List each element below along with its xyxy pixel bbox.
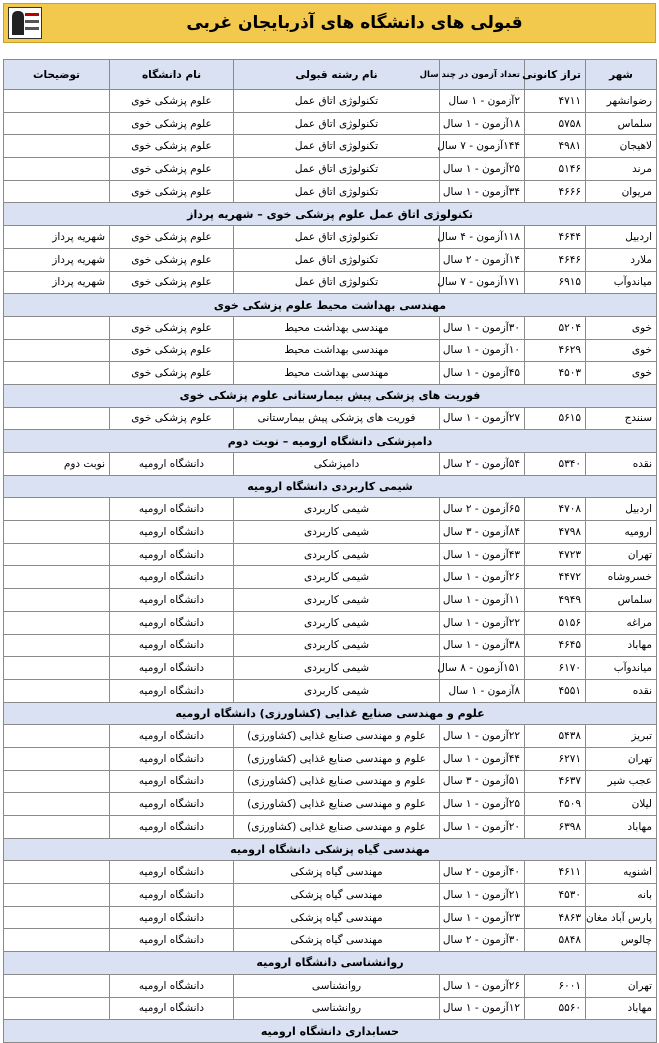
table-row <box>4 521 657 544</box>
section-header-row <box>4 952 657 975</box>
cell-city: عجب شیر <box>586 770 657 793</box>
cell-count: ۴۵آزمون - ۱ سال <box>440 362 525 385</box>
table-row <box>4 158 657 181</box>
cell-count: ۲آزمون - ۱ سال <box>440 90 525 113</box>
cell-count: ۶۵آزمون - ۲ سال <box>440 498 525 521</box>
cell-score: ۴۶۳۷ <box>525 770 586 793</box>
section-header-row <box>4 475 657 498</box>
cell-city: مریوان <box>586 180 657 203</box>
cell-city: خوی <box>586 362 657 385</box>
table-row <box>4 657 657 680</box>
table-row <box>4 816 657 839</box>
table-row <box>4 362 657 385</box>
cell-field: روانشناسی <box>234 974 440 997</box>
section-title: حسابداری دانشگاه ارومیه <box>4 1020 657 1043</box>
cell-count: ۲۲آزمون - ۱ سال <box>440 611 525 634</box>
cell-city: تبریز <box>586 725 657 748</box>
cell-city: بانه <box>586 884 657 907</box>
cell-university: علوم پزشکی خوی <box>110 407 234 430</box>
cell-university: علوم پزشکی خوی <box>110 226 234 249</box>
cell-field: فوریت های پزشکی پیش بیمارستانی <box>234 407 440 430</box>
cell-city: مرند <box>586 158 657 181</box>
cell-university: دانشگاه ارومیه <box>110 793 234 816</box>
cell-city: سلماس <box>586 589 657 612</box>
cell-count: ۵۴آزمون - ۲ سال <box>440 453 525 476</box>
section-header-row <box>4 702 657 725</box>
section-title: تکنولوژی اتاق عمل علوم پزشکی خوی – شهریه پرداز <box>4 203 657 226</box>
cell-city: مهاباد <box>586 816 657 839</box>
cell-city: لیلان <box>586 793 657 816</box>
cell-notes: شهریه پرداز <box>4 271 110 294</box>
cell-notes <box>4 158 110 181</box>
section-header-row <box>4 838 657 861</box>
table-row <box>4 929 657 952</box>
cell-notes <box>4 906 110 929</box>
cell-score: ۴۹۸۱ <box>525 135 586 158</box>
table-row <box>4 974 657 997</box>
header-field: نام رشته قبولی <box>234 60 440 90</box>
cell-field: تکنولوژی اتاق عمل <box>234 271 440 294</box>
table-row <box>4 453 657 476</box>
cell-score: ۵۲۰۴ <box>525 316 586 339</box>
cell-score: ۴۶۱۱ <box>525 861 586 884</box>
table-row <box>4 90 657 113</box>
cell-notes <box>4 657 110 680</box>
cell-field: علوم و مهندسی صنایع غذایی (کشاورزی) <box>234 770 440 793</box>
cell-notes <box>4 747 110 770</box>
cell-notes <box>4 339 110 362</box>
cell-field: شیمی کاربردی <box>234 498 440 521</box>
cell-university: دانشگاه ارومیه <box>110 884 234 907</box>
cell-university: علوم پزشکی خوی <box>110 158 234 181</box>
cell-notes <box>4 997 110 1020</box>
cell-score: ۴۷۱۱ <box>525 90 586 113</box>
cell-field: شیمی کاربردی <box>234 521 440 544</box>
cell-field: شیمی کاربردی <box>234 566 440 589</box>
page-title: قبولی های دانشگاه های آذربایجان غربی <box>186 13 523 33</box>
cell-university: دانشگاه ارومیه <box>110 974 234 997</box>
cell-score: ۵۶۱۵ <box>525 407 586 430</box>
cell-city: مهاباد <box>586 634 657 657</box>
cell-university: دانشگاه ارومیه <box>110 816 234 839</box>
cell-field: مهندسی گیاه پزشکی <box>234 861 440 884</box>
cell-score: ۶۰۰۱ <box>525 974 586 997</box>
cell-score: ۴۶۴۵ <box>525 634 586 657</box>
cell-city: چالوس <box>586 929 657 952</box>
cell-notes: شهریه پرداز <box>4 226 110 249</box>
table-row <box>4 861 657 884</box>
cell-score: ۴۶۴۶ <box>525 248 586 271</box>
cell-notes: شهریه پرداز <box>4 248 110 271</box>
cell-count: ۱۸آزمون - ۱ سال <box>440 112 525 135</box>
cell-city: میاندوآب <box>586 657 657 680</box>
cell-field: تکنولوژی اتاق عمل <box>234 90 440 113</box>
cell-score: ۵۷۵۸ <box>525 112 586 135</box>
cell-field: شیمی کاربردی <box>234 634 440 657</box>
cell-notes <box>4 589 110 612</box>
cell-score: ۵۸۴۸ <box>525 929 586 952</box>
cell-count: ۱۴۴آزمون - ۷ سال <box>440 135 525 158</box>
cell-score: ۶۲۷۱ <box>525 747 586 770</box>
cell-field: مهندسی گیاه پزشکی <box>234 884 440 907</box>
cell-city: مهاباد <box>586 997 657 1020</box>
table-row <box>4 498 657 521</box>
table-body <box>4 90 657 1043</box>
cell-field: تکنولوژی اتاق عمل <box>234 226 440 249</box>
cell-notes <box>4 611 110 634</box>
section-title: روانشناسی دانشگاه ارومیه <box>4 952 657 975</box>
cell-field: مهندسی بهداشت محیط <box>234 339 440 362</box>
cell-field: شیمی کاربردی <box>234 611 440 634</box>
table-row <box>4 725 657 748</box>
cell-university: علوم پزشکی خوی <box>110 180 234 203</box>
table-row <box>4 248 657 271</box>
cell-score: ۴۵۰۳ <box>525 362 586 385</box>
table-row <box>4 997 657 1020</box>
cell-field: علوم و مهندسی صنایع غذایی (کشاورزی) <box>234 747 440 770</box>
table-row <box>4 339 657 362</box>
cell-university: دانشگاه ارومیه <box>110 929 234 952</box>
table-row <box>4 316 657 339</box>
section-header-row <box>4 430 657 453</box>
cell-count: ۲۶آزمون - ۱ سال <box>440 974 525 997</box>
cell-university: دانشگاه ارومیه <box>110 997 234 1020</box>
cell-notes: نوبت دوم <box>4 453 110 476</box>
logo-icon <box>8 7 42 39</box>
section-title: دامپزشکی دانشگاه ارومیه – نوبت دوم <box>4 430 657 453</box>
table-row <box>4 271 657 294</box>
cell-city: ارومیه <box>586 521 657 544</box>
cell-score: ۴۶۴۴ <box>525 226 586 249</box>
cell-university: دانشگاه ارومیه <box>110 657 234 680</box>
cell-field: مهندسی گیاه پزشکی <box>234 906 440 929</box>
cell-university: دانشگاه ارومیه <box>110 679 234 702</box>
cell-university: علوم پزشکی خوی <box>110 339 234 362</box>
cell-score: ۴۷۰۸ <box>525 498 586 521</box>
cell-notes <box>4 861 110 884</box>
table-row <box>4 180 657 203</box>
cell-university: دانشگاه ارومیه <box>110 611 234 634</box>
cell-city: خسروشاه <box>586 566 657 589</box>
cell-count: ۱۷۱آزمون - ۷ سال <box>440 271 525 294</box>
table-row <box>4 884 657 907</box>
cell-field: تکنولوژی اتاق عمل <box>234 112 440 135</box>
cell-count: ۸۴آزمون - ۳ سال <box>440 521 525 544</box>
cell-university: دانشگاه ارومیه <box>110 770 234 793</box>
cell-field: شیمی کاربردی <box>234 589 440 612</box>
cell-city: اشنویه <box>586 861 657 884</box>
cell-city: تهران <box>586 974 657 997</box>
cell-field: تکنولوژی اتاق عمل <box>234 158 440 181</box>
cell-field: شیمی کاربردی <box>234 657 440 680</box>
cell-field: مهندسی بهداشت محیط <box>234 362 440 385</box>
cell-city: رضوانشهر <box>586 90 657 113</box>
cell-city: پارس آباد مغان <box>586 906 657 929</box>
cell-count: ۳۰آزمون - ۲ سال <box>440 929 525 952</box>
cell-score: ۵۳۴۰ <box>525 453 586 476</box>
cell-count: ۴۴آزمون - ۱ سال <box>440 747 525 770</box>
cell-city: اردبیل <box>586 226 657 249</box>
cell-university: دانشگاه ارومیه <box>110 566 234 589</box>
cell-notes <box>4 521 110 544</box>
cell-score: ۴۸۶۳ <box>525 906 586 929</box>
cell-field: تکنولوژی اتاق عمل <box>234 180 440 203</box>
cell-notes <box>4 566 110 589</box>
cell-field: تکنولوژی اتاق عمل <box>234 248 440 271</box>
cell-notes <box>4 316 110 339</box>
table-row <box>4 793 657 816</box>
cell-university: علوم پزشکی خوی <box>110 248 234 271</box>
cell-notes <box>4 816 110 839</box>
table-row <box>4 611 657 634</box>
cell-count: ۲۰آزمون - ۱ سال <box>440 816 525 839</box>
section-header-row <box>4 1020 657 1043</box>
table-row <box>4 566 657 589</box>
table-row <box>4 589 657 612</box>
cell-university: دانشگاه ارومیه <box>110 725 234 748</box>
cell-field: مهندسی گیاه پزشکی <box>234 929 440 952</box>
cell-notes <box>4 498 110 521</box>
cell-university: علوم پزشکی خوی <box>110 112 234 135</box>
section-title: مهندسی بهداشت محیط علوم پزشکی خوی <box>4 294 657 317</box>
cell-count: ۱۱۸آزمون - ۴ سال <box>440 226 525 249</box>
table-row <box>4 543 657 566</box>
table-row <box>4 770 657 793</box>
cell-notes <box>4 884 110 907</box>
cell-count: ۴۳آزمون - ۱ سال <box>440 543 525 566</box>
section-title: مهندسی گیاه پزشکی دانشگاه ارومیه <box>4 838 657 861</box>
cell-score: ۴۶۲۹ <box>525 339 586 362</box>
header-score: تراز کانونی <box>525 60 586 90</box>
table-row <box>4 226 657 249</box>
section-header-row <box>4 203 657 226</box>
section-title: شیمی کاربردی دانشگاه ارومیه <box>4 475 657 498</box>
section-header-row <box>4 294 657 317</box>
cell-field: تکنولوژی اتاق عمل <box>234 135 440 158</box>
cell-city: نقده <box>586 453 657 476</box>
cell-count: ۱۰آزمون - ۱ سال <box>440 339 525 362</box>
cell-city: مراغه <box>586 611 657 634</box>
cell-field: مهندسی بهداشت محیط <box>234 316 440 339</box>
cell-city: سلماس <box>586 112 657 135</box>
cell-score: ۴۵۰۹ <box>525 793 586 816</box>
cell-score: ۴۷۹۸ <box>525 521 586 544</box>
cell-count: ۲۳آزمون - ۱ سال <box>440 906 525 929</box>
cell-notes <box>4 634 110 657</box>
cell-field: روانشناسی <box>234 997 440 1020</box>
cell-city: خوی <box>586 339 657 362</box>
cell-score: ۵۱۴۶ <box>525 158 586 181</box>
cell-count: ۲۲آزمون - ۱ سال <box>440 725 525 748</box>
cell-city: تهران <box>586 543 657 566</box>
cell-university: علوم پزشکی خوی <box>110 316 234 339</box>
cell-notes <box>4 362 110 385</box>
cell-count: ۲۵آزمون - ۱ سال <box>440 793 525 816</box>
section-header-row <box>4 384 657 407</box>
cell-city: نقده <box>586 679 657 702</box>
cell-university: دانشگاه ارومیه <box>110 521 234 544</box>
table-row <box>4 634 657 657</box>
cell-count: ۴۰آزمون - ۲ سال <box>440 861 525 884</box>
title-banner <box>3 3 656 43</box>
cell-university: دانشگاه ارومیه <box>110 861 234 884</box>
cell-university: دانشگاه ارومیه <box>110 453 234 476</box>
header-notes: توضیحات <box>4 60 110 90</box>
cell-count: ۵۱آزمون - ۳ سال <box>440 770 525 793</box>
section-title: علوم و مهندسی صنایع غذایی (کشاورزی) دانشگاه ارومیه <box>4 702 657 725</box>
section-title: فوریت های پزشکی پیش بیمارستانی علوم پزشکی خوی <box>4 384 657 407</box>
cell-score: ۴۷۲۳ <box>525 543 586 566</box>
cell-count: ۱۲آزمون - ۱ سال <box>440 997 525 1020</box>
cell-count: ۲۵آزمون - ۱ سال <box>440 158 525 181</box>
cell-score: ۶۳۹۸ <box>525 816 586 839</box>
cell-score: ۴۵۵۱ <box>525 679 586 702</box>
cell-city: لاهیجان <box>586 135 657 158</box>
cell-city: اردبیل <box>586 498 657 521</box>
cell-notes <box>4 180 110 203</box>
cell-score: ۵۴۳۸ <box>525 725 586 748</box>
cell-university: دانشگاه ارومیه <box>110 543 234 566</box>
table-row <box>4 135 657 158</box>
table-row <box>4 679 657 702</box>
table-row <box>4 112 657 135</box>
cell-count: ۲۱آزمون - ۱ سال <box>440 884 525 907</box>
cell-field: شیمی کاربردی <box>234 543 440 566</box>
cell-field: علوم و مهندسی صنایع غذایی (کشاورزی) <box>234 793 440 816</box>
cell-notes <box>4 974 110 997</box>
cell-university: علوم پزشکی خوی <box>110 135 234 158</box>
cell-university: دانشگاه ارومیه <box>110 747 234 770</box>
cell-city: تهران <box>586 747 657 770</box>
cell-notes <box>4 929 110 952</box>
table-row <box>4 747 657 770</box>
cell-count: ۱۱آزمون - ۱ سال <box>440 589 525 612</box>
cell-university: دانشگاه ارومیه <box>110 498 234 521</box>
cell-count: ۱۴آزمون - ۲ سال <box>440 248 525 271</box>
cell-university: دانشگاه ارومیه <box>110 906 234 929</box>
results-table <box>3 59 657 1043</box>
cell-notes <box>4 543 110 566</box>
cell-notes <box>4 725 110 748</box>
cell-city: میاندوآب <box>586 271 657 294</box>
cell-university: علوم پزشکی خوی <box>110 362 234 385</box>
cell-city: خوی <box>586 316 657 339</box>
cell-score: ۴۹۴۹ <box>525 589 586 612</box>
cell-university: علوم پزشکی خوی <box>110 90 234 113</box>
cell-notes <box>4 407 110 430</box>
cell-score: ۵۵۶۰ <box>525 997 586 1020</box>
cell-count: ۲۶آزمون - ۱ سال <box>440 566 525 589</box>
cell-count: ۳۴آزمون - ۱ سال <box>440 180 525 203</box>
cell-city: ملارد <box>586 248 657 271</box>
cell-field: علوم و مهندسی صنایع غذایی (کشاورزی) <box>234 725 440 748</box>
cell-count: ۲۷آزمون - ۱ سال <box>440 407 525 430</box>
cell-count: ۳۸آزمون - ۱ سال <box>440 634 525 657</box>
cell-notes <box>4 112 110 135</box>
cell-field: علوم و مهندسی صنایع غذایی (کشاورزی) <box>234 816 440 839</box>
cell-score: ۴۶۶۶ <box>525 180 586 203</box>
cell-field: دامپزشکی <box>234 453 440 476</box>
cell-count: ۳۰آزمون - ۱ سال <box>440 316 525 339</box>
cell-count: ۱۵۱آزمون - ۸ سال <box>440 657 525 680</box>
cell-field: شیمی کاربردی <box>234 679 440 702</box>
cell-score: ۴۵۳۰ <box>525 884 586 907</box>
table-row <box>4 906 657 929</box>
cell-university: دانشگاه ارومیه <box>110 589 234 612</box>
cell-university: علوم پزشکی خوی <box>110 271 234 294</box>
cell-score: ۴۴۷۲ <box>525 566 586 589</box>
cell-score: ۶۹۱۵ <box>525 271 586 294</box>
cell-notes <box>4 679 110 702</box>
cell-notes <box>4 793 110 816</box>
cell-university: دانشگاه ارومیه <box>110 634 234 657</box>
cell-score: ۶۱۷۰ <box>525 657 586 680</box>
cell-notes <box>4 135 110 158</box>
cell-count: ۸آزمون - ۱ سال <box>440 679 525 702</box>
header-university: نام دانشگاه <box>110 60 234 90</box>
header-city: شهر <box>586 60 657 90</box>
table-header-row <box>4 60 657 90</box>
cell-notes <box>4 90 110 113</box>
header-count: تعداد آزمون در چند سال <box>440 60 525 90</box>
cell-score: ۵۱۵۶ <box>525 611 586 634</box>
table-row <box>4 407 657 430</box>
cell-notes <box>4 770 110 793</box>
cell-city: سنندج <box>586 407 657 430</box>
